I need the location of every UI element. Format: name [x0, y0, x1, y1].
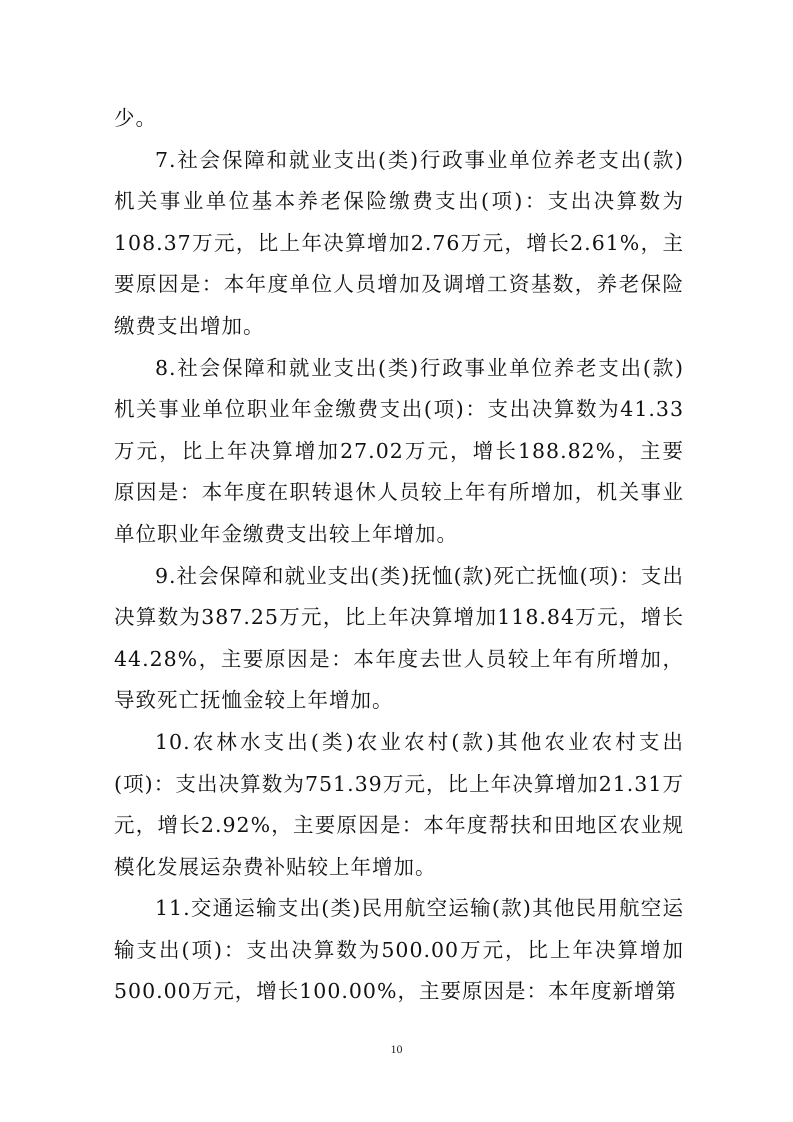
- paragraph-item-7: 7.社会保障和就业支出(类)行政事业单位养老支出(款)机关事业单位基本养老保险缴费支出(项)：支出决算数为108.37万元，比上年决算增加2.76万元，增长2.61%，主要原因是：本年度单位人员增加及调增工资基数，养老保险缴费支出增加。: [114, 147, 684, 338]
- paragraph-item-9: 9.社会保障和就业支出(类)抚恤(款)死亡抚恤(项)：支出决算数为387.25万元，比上年决算增加118.84万元，增长44.28%，主要原因是：本年度去世人员较上年有所增加，导致死亡抚恤金较上年增加。: [114, 563, 684, 713]
- paragraph-item-10: 10.农林水支出(类)农业农村(款)其他农业农村支出(项)：支出决算数为751.39万元，比上年决算增加21.31万元，增长2.92%，主要原因是：本年度帮扶和田地区农业规模化发展运杂费补贴较上年增加。: [114, 729, 684, 879]
- paragraph-item-8: 8.社会保障和就业支出(类)行政事业单位养老支出(款)机关事业单位职业年金缴费支出(项)：支出决算数为41.33万元，比上年决算增加27.02万元，增长188.82%，主要原因是：本年度在职转退休人员较上年有所增加，机关事业单位职业年金缴费支出较上年增加。: [114, 355, 684, 546]
- page-number: 10: [390, 1042, 403, 1056]
- document-body: [114, 98, 684, 1013]
- paragraph-continuation: 少。: [114, 106, 157, 130]
- paragraph-item-11: 11.交通运输支出(类)民用航空运输(款)其他民用航空运输支出(项)：支出决算数为500.00万元，比上年决算增加500.00万元，增长100.00%，主要原因是：本年度新增第: [114, 896, 684, 1004]
